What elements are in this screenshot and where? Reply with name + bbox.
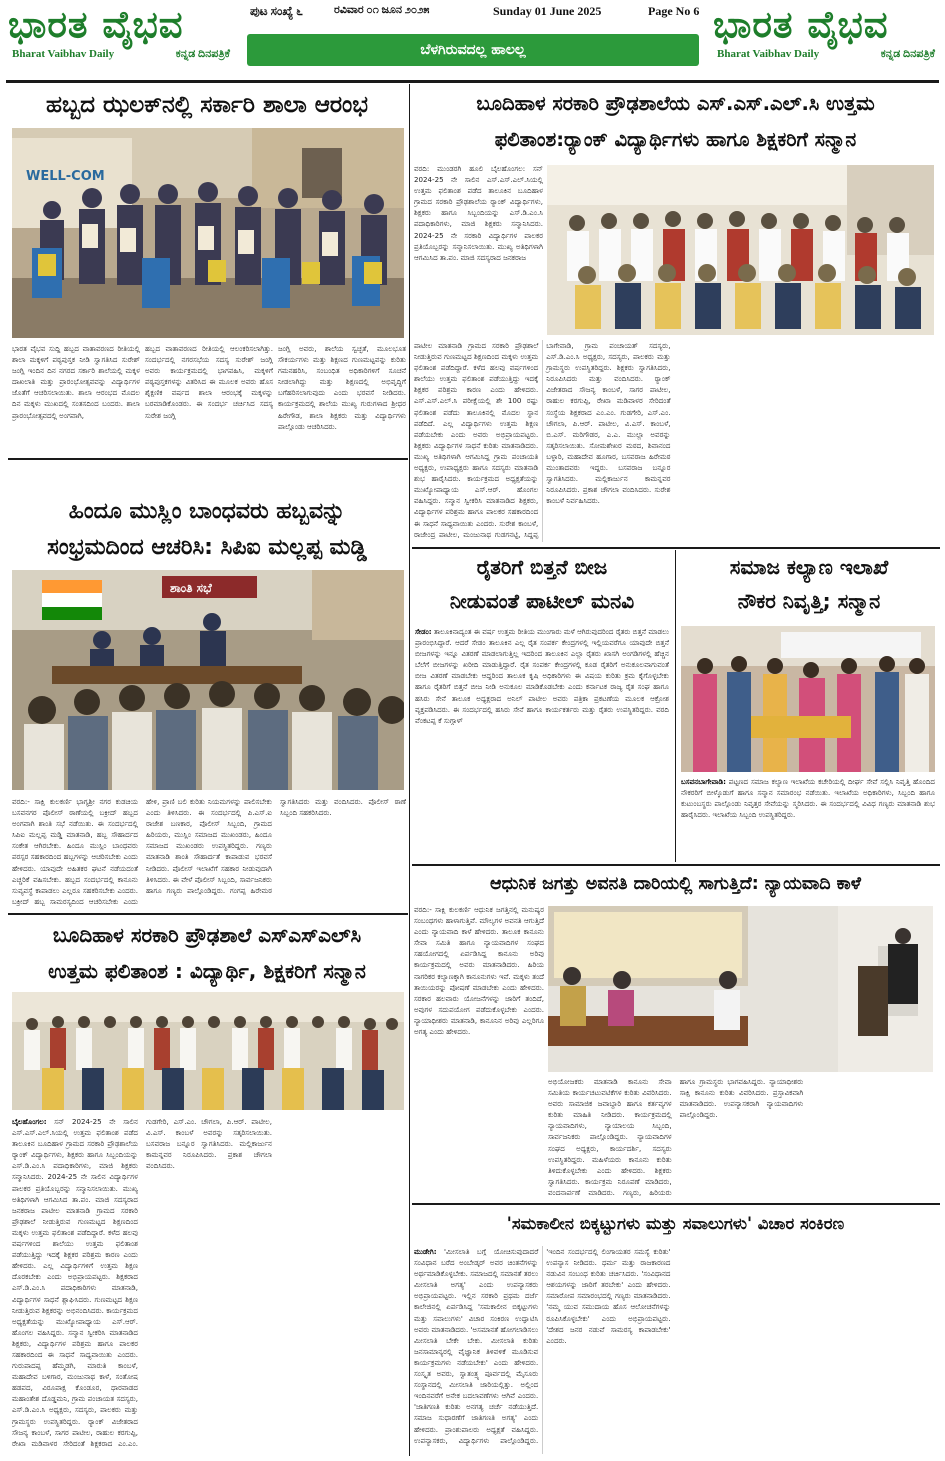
page-number-kn: ಪುಟ ಸಂಖ್ಯೆ ೬: [250, 4, 303, 18]
body-a1-col1: ಭಾರತ ವೈಭವ ಸುದ್ದಿ ಹಬ್ಬದ ವಾತಾವರಣದ ರೀತಿಯಲ್ಲಿ ಶಾಲಾ ಮಕ್ಕಳಿಗೆ ಪಠ್ಯಪುಸ್ತಕ ನೀಡಿ ಸ್ವಾಗತಿಸಿದ ಸುರೇಶ್ ಜಂಗ್ಲಿ ಇಂದಿನ ದಿನ ನಗರದ ಸರ್ಕಾರಿ ಶಾಲೆಯಲ್ಲಿ ಮಕ್ಕಳ ದಾಖಲಾತಿ ಮತ್ತು ಪ್ರಾರಂಭೋತ್ಸವವನ್ನು ವಿದ್ಯಾರ್ಥಿಗಳ ಜೊತೆಗೆ ಆಚರಿಸಲಾಯಿತು. ಶಾಲಾ ಆರಂಭದ ಮೊದಲ ದಿನ ಮಕ್ಕಳು ಮುಖದಲ್ಲಿ ಸಂತಸದಿಂದ ಬಂದರು. ಶಾಲಾ ಪ್ರಾರಂಭೋತ್ಸವದಲ್ಲಿ ಅಂಗವಾಗಿ,: [12, 344, 140, 420]
body-a7: [12, 1116, 406, 1454]
rule: [8, 458, 408, 460]
photo-budihal-2-image: [12, 992, 404, 1110]
headline-a5-line2: ನೌಕರ ನಿವೃತ್ತಿ; ಸನ್ಮಾನ: [737, 589, 881, 613]
masthead-sub-en: Bharat Vaibhav Daily: [12, 48, 115, 60]
photo-peace-meeting: [12, 570, 404, 790]
photo-budihal-image: [547, 165, 934, 335]
headline-a5-line1: ಸಮಾಜ ಕಲ್ಯಾಣ ಇಲಾಖೆ: [729, 555, 889, 579]
dateline-a7: ಬೈಲಹೊಂಗಲ:: [12, 1117, 47, 1126]
date-en: Sunday 01 June 2025: [493, 4, 602, 18]
dateline-a5: ಬಸವನಬಾಗೇವಾಡಿ:: [681, 777, 726, 786]
section-bar: ಬೆಳಗಿರುವದಲ್ಲ ಹಾಲಲ್ಲ: [247, 34, 699, 66]
photo-budihal-felicitation-2: [12, 992, 404, 1110]
headline-a7-line1: ಬೂದಿಹಾಳ ಸರಕಾರಿ ಪ್ರೌಢಶಾಲೆ ಎಸ್‌ಎಸ್‌ಎಲ್‌ಸಿ: [52, 923, 362, 947]
headline-a1: ಹಬ್ಬದ ಝಲಕ್‌ನಲ್ಲಿ ಸರ್ಕಾರಿ ಶಾಲಾ ಆರಂಭ: [46, 92, 368, 118]
masthead-title: ಭಾರತ ವೈಭವ: [8, 3, 184, 46]
masthead-sub-en-right: Bharat Vaibhav Daily: [717, 48, 820, 60]
body-a7-text: ಸನ್ 2024-25 ನೇ ಸಾಲಿನ ಎಸ್.ಎಸ್.ಎಲ್.ಸಿಯಲ್ಲಿ ಉತ್ತಮ ಫಲಿತಾಂಶ ಪಡೆದ ತಾಲೂಕಿನ ಬೂದಿಹಾಳ ಗ್ರಾಮದ ಸರಕಾರಿ ಪ್ರೌಢಶಾಲೆಯ ರ್‍ಯಾಂಕ್ ವಿದ್ಯಾರ್ಥಿಗಳು, ಶಿಕ್ಷಕರು ಹಾಗೂ ಸಿಬ್ಬಂದಿಯನ್ನು ಎಸ್.ಡಿ.ಎಂ.ಸಿ ಪದಾಧಿಕಾರಿಗಳು, ಮಾಜಿ ಶಿಕ್ಷಕರು ಸನ್ಮಾನಿಸಿದರು. 2024-25 ನೇ ಸಾಲಿನ ವಿದ್ಯಾರ್ಥಿಗಳ ಪಾಲಕರ ಪ್ರತಿಯೊಬ್ಬರನ್ನು ಸನ್ಮಾನಿಸಲಾಯಿತು. ಮುಖ್ಯ ಅತಿಥಿಗಳಾಗಿ ಆಗಮಿಸಿದ ತಾ.ಪಂ. ಮಾಜಿ ಸದಸ್ಯರಾದ ಜನಕರಾಜ ಪಾಟೀಲ ಮಾತನಾಡಿ ಗ್ರಾಮದ ಸರಕಾರಿ ಪ್ರೌಢಶಾಲೆ ನೀಡುತ್ತಿರುವ ಗುಣಮಟ್ಟದ ಶಿಕ್ಷಣದಿಂದ ಮಕ್ಕಳು ಉತ್ತಮ ಫಲಿತಾಂಶ ಪಡೆದಿದ್ದಾರೆ. ಕಳೆದ ಹಲವು ವರ್ಷಗಳಿಂದ ಶಾಲೆಯು ಉತ್ತಮ ಫಲಿತಾಂಶ ಪಡೆಯುತ್ತಿದ್ದು ಇದಕ್ಕೆ ಶಿಕ್ಷಕರ ಪರಿಶ್ರಮ ಕಾರಣ ಎಂದು ಹೇಳಿದರು. ಎಲ್ಲ ವಿದ್ಯಾರ್ಥಿಗಳಿಗೆ ಉತ್ತಮ ಶಿಕ್ಷಣ ದೊರಕಬೇಕು ಎಂದು ಅಭಿಪ್ರಾಯಪಟ್ಟರು. ಶಿಕ್ಷಕರಾದ ಎಸ್.ಡಿ.ಎಂ.ಸಿ ಪದಾಧಿಕಾರಿಗಳು ಮಾತನಾಡಿ, ವಿದ್ಯಾರ್ಥಿಗಳ ಸಾಧನೆ ಶ್ಲಾಘಿಸಿದರು. ಗುಣಮಟ್ಟದ ಶಿಕ್ಷಣ ನೀಡುತ್ತಿರುವ ಶಿಕ್ಷಕರನ್ನು ಅಭಿನಂದಿಸಿದರು. ಕಾರ್ಯಕ್ರಮದ ಅಧ್ಯಕ್ಷತೆಯನ್ನು ಮುಖ್ಯೋಪಾಧ್ಯಾಯ ಎಸ್.ಆರ್. ಹೊಂಗಲ ವಹಿಸಿದ್ದರು. ಸನ್ಮಾನ ಸ್ವೀಕರಿಸಿ ಮಾತನಾಡಿದ ಶಿಕ್ಷಕರು, ವಿದ್ಯಾರ್ಥಿಗಳ ಪರಿಶ್ರಮ ಹಾಗೂ ಪಾಲಕರ ಸಹಕಾರದಿಂದ ಈ ಸಾಧನೆ ಸಾಧ್ಯವಾಯಿತು ಎಂದರು. ಗುರುಪಾದಪ್ಪ ಹೆಮ್ಮಡಗಿ, ಮಾರುತಿ ಕಾಂಬಳೆ, ಮಹಾದೇವ ಬಳಿಗಾರ, ಮಂಜುನಾಥ ಕಾಳೆ, ಸಂತೋಷ ಹಡಪದ, ವಿರೂಪಾಕ್ಷ ಕೊಂಡೂರ, ಧಾರವಾಡದ ಮಹಾಂತೇಶ ದೊಡ್ಡಮನಿ, ಗ್ರಾಮ ಪಂಚಾಯತ ಸದಸ್ಯರು, ಎಸ್.ಡಿ.ಎಂ.ಸಿ ಅಧ್ಯಕ್ಷರು, ಸದಸ್ಯರು, ಪಾಲಕರು ಮತ್ತು ಗ್ರಾಮಸ್ಥರು ಉಪಸ್ಥಿತರಿದ್ದರು. ರ್‍ಯಾಂಕ್ ವಿಜೇತರಾದ ಸೌಜನ್ಯ ಕಾಂಬಳೆ, ಸಾಗರ ಪಾಟೀಲ, ರಾಹುಲ ಕರಗುಪ್ಪಿ, ರೇಖಾ ಮಡಿವಾಳರ ಸೇರಿದಂತೆ ಶಿಕ್ಷಕರಾದ ಎಂ.ಎಂ. ಗುಡಗೇರಿ, ಎಸ್.ಎಂ. ಚೌಗಲಾ, ಪಿ.ಆರ್. ಪಾಟೀಲ, ವಿ.ಎಸ್. ಕಾಂಬಳೆ ಅವರನ್ನು ಸತ್ಕರಿಸಲಾಯಿತು. ಬಸವರಾಜ ಬನ್ನೂರ ಸ್ವಾಗತಿಸಿದರು. ಮಲ್ಲಿಕಾರ್ಜುನ ಕಾಮನ್ನವರ ನಿರೂಪಿಸಿದರು. ಪ್ರಕಾಶ ಚೌಗಲಾ ವಂದಿಸಿದರು.: [12, 1117, 272, 1448]
photo-peace-meeting-image: [12, 570, 404, 790]
body-a6-right: ಅಭಿಯೋಜಕರು ಮಾತನಾಡಿ ಕಾನೂನು ಸೇವಾ ಸಮಿತಿಯ ಕಾರ್ಯಚಟುವಟಿಕೆಗಳ ಕುರಿತು ವಿವರಿಸಿದರು. ಅವರು ಸಾಮಾಜಿಕ ಜವಾಬ್ದಾರಿ ಹಾಗೂ ಕರ್ತವ್ಯಗಳ ಕುರಿತು ಮಾಹಿತಿ ನೀಡಿದರು. ಕಾರ್ಯಕ್ರಮದಲ್ಲಿ ನ್ಯಾಯವಾದಿಗಳು, ನ್ಯಾಯಾಲಯ ಸಿಬ್ಬಂದಿ, ಸಾರ್ವಜನಿಕರು ಪಾಲ್ಗೊಂಡಿದ್ದರು. ನ್ಯಾಯವಾದಿಗಳ ಸಂಘದ ಅಧ್ಯಕ್ಷರು, ಕಾರ್ಯದರ್ಶಿ, ಸದಸ್ಯರು ಉಪಸ್ಥಿತರಿದ್ದರು. ಮಹಿಳೆಯರು ಕಾನೂನು ಕುರಿತು ತಿಳಿದುಕೊಳ್ಳಬೇಕು ಎಂದು ಹೇಳಿದರು. ಶಿಕ್ಷಕರು ಸ್ವಾಗತಿಸಿದರು. ಕಾರ್ಯಕ್ರಮ ನಿರೂಪಣೆ ಮಾಡಿದರು, ವಂದನಾರ್ಪಣೆ ಮಾಡಿದರು. ಗಣ್ಯರು, ಹಿರಿಯರು ಹಾಗೂ ಗ್ರಾಮಸ್ಥರು ಭಾಗವಹಿಸಿದ್ದರು. ನ್ಯಾಯಾಧೀಶರು ಸಾಕ್ಷಿ ಕಾನೂನು ಕುರಿತು ವಿವರಿಸಿದರು. ಪ್ರಸ್ತಾವಿಕವಾಗಿ ಮಾತನಾಡಿದರು. ಉಪನ್ಯಾಸಕರಾಗಿ ನ್ಯಾಯವಾದಿಗಳು ಪಾಲ್ಗೊಂಡಿದ್ದರು.: [548, 1077, 804, 1197]
masthead-subtitle: [8, 48, 236, 61]
photo-budihal-school-felicitation: [547, 165, 934, 335]
headline-a8: 'ಸಮಕಾಲೀನ ಬಿಕ್ಕಟ್ಟುಗಳು ಮತ್ತು ಸವಾಲುಗಳು' ವಿಚಾರ ಸಂಕಿರಣ: [506, 1214, 845, 1233]
rule: [412, 1203, 940, 1205]
headline-a2-line2: ಫಲಿತಾಂಶ:ರ್‍ಯಾಂಕ್ ವಿದ್ಯಾರ್ಥಿಗಳು ಹಾಗೂ ಶಿಕ್ಷಕರಿಗೆ ಸನ್ಮಾನ: [494, 128, 857, 151]
body-a1-col2: ಹಬ್ಬದ ವಾತಾವರಣದ ರೀತಿಯಲ್ಲಿ ಆಲಂಕರಿಸಲಾಗಿತ್ತು. ಸಂದರ್ಭದಲ್ಲಿ ನಗರಸಭೆಯ ಸದಸ್ಯ ಸುರೇಶ್ ಜಂಗ್ಲಿ ಅವರು ಕಾರ್ಯಕ್ರಮದಲ್ಲಿ ಭಾಗವಹಿಸಿ, ಮಕ್ಕಳಿಗೆ ಪಠ್ಯಪುಸ್ತಕಗಳನ್ನು ವಿತರಿಸಿದ ಈ ಮೂಲಕ ಅವರು ಹೊಸ ಶೈಕ್ಷಣಿಕ ವರ್ಷದ ಶಾಲಾ ಆರಂಭಕ್ಕೆ ಮಕ್ಕಳನ್ನು ಬರಮಾಡಿಕೊಂಡರು. ಈ ಸಂದರ್ಭ ಚರ್ಚಿಸಿದ ಸದಸ್ಯ ಸುರೇಶ ಜಂಗ್ಲಿ: [145, 344, 273, 420]
body-a1-col3: ಜಂಗ್ಲಿ ಅವರು, ಶಾಲೆಯ ಸ್ವಚ್ಛತೆ, ಮೂಲಭೂತ ಸೌಕರ್ಯಗಳು ಮತ್ತು ಶಿಕ್ಷಣದ ಗುಣಮಟ್ಟವನ್ನು ಕುರಿತು ಗಮನಹರಿಸಿ, ಸಂಬಂಧಿತ ಅಧಿಕಾರಿಗಳಿಗೆ ಸೂಚನೆ ನೀಡಲಾಗಿದ್ದು ಮತ್ತು ಶಿಕ್ಷಣದಲ್ಲಿ ಅಭಿವೃದ್ಧಿಗೆ ಬಗೆಹರಿಸಲಾಗುವುದು ಎಂದು ಭರವಸೆ ನೀಡಿದರು. ಕಾರ್ಯಕ್ರಮದಲ್ಲಿ ಶಾಲೆಯ ಮುಖ್ಯ ಗುರುಗಳಾದ ಶ್ರೀಧರ ಹಿರೇಗೌಡ, ಶಾಲಾ ಶಿಕ್ಷಕರು ಮತ್ತು ವಿದ್ಯಾರ್ಥಿಗಳು ಪಾಲ್ಗೊಂಡು ಆಚರಿಸಿದರು.: [278, 344, 406, 431]
column-divider: [409, 84, 410, 1456]
body-a3: ವರದಿ:- ಸಾಕ್ಷಿ ಕುಲಕರ್ಣಿ ಭಾಗ್ಯಶ್ರೀ ನಗರ ಕುಡಚಿಯ ಬಸವನಗರ ಪೊಲೀಸ್ ಠಾಣೆಯಲ್ಲಿ ಬಕ್ರೀದ್ ಹಬ್ಬದ ಅಂಗವಾಗಿ ಶಾಂತಿ ಸಭೆ ನಡೆಯಿತು. ಈ ಸಂದರ್ಭದಲ್ಲಿ ಸಿಪಿಐ ಮಲ್ಲಪ್ಪ ಮಡ್ಡಿ ಮಾತನಾಡಿ, ಹಬ್ಬ ಸೌಹಾರ್ದದ ಸಂಕೇತ ಆಗಿರಬೇಕು. ಹಿಂದೂ ಮುಸ್ಲಿಂ ಬಾಂಧವರು ಪರಸ್ಪರ ಸಹಕಾರದಿಂದ ಹಬ್ಬಗಳನ್ನು ಆಚರಿಸಬೇಕು ಎಂದು ಹೇಳಿದರು. ಯಾವುದೇ ಅಹಿತಕರ ಘಟನೆ ನಡೆಯದಂತೆ ಎಚ್ಚರಿಕೆ ವಹಿಸಬೇಕು. ಹಬ್ಬದ ಸಂದರ್ಭದಲ್ಲಿ ಕಾನೂನು ಸುವ್ಯವಸ್ಥೆ ಕಾಪಾಡಲು ಎಲ್ಲರೂ ಸಹಕರಿಸಬೇಕು ಎಂದರು. ಬಕ್ರೀದ್ ಹಬ್ಬ ಸಾಮರಸ್ಯದಿಂದ ಆಚರಿಸಬೇಕು ಎಂದು ಹೇಳಿ, ಪ್ರಾಣಿ ಬಲಿ ಕುರಿತು ನಿಯಮಗಳನ್ನು ಪಾಲಿಸಬೇಕು ಎಂದು ತಿಳಿಸಿದರು. ಈ ಸಂದರ್ಭದಲ್ಲಿ ಪಿ.ಎಸ್.ಐ ರಾಜೇಶ ಬಣಕಾರ, ಪೊಲೀಸ್ ಸಿಬ್ಬಂದಿ, ಗ್ರಾಮದ ಹಿರಿಯರು, ಮುಸ್ಲಿಂ ಸಮಾಜದ ಮುಖಂಡರು, ಹಿಂದೂ ಸಮಾಜದ ಮುಖಂಡರು ಉಪಸ್ಥಿತರಿದ್ದರು. ಗಣ್ಯರು ಮಾತನಾಡಿ ಶಾಂತಿ ಸೌಹಾರ್ದತೆ ಕಾಪಾಡುವ ಭರವಸೆ ನೀಡಿದರು. ಪೊಲೀಸ್ ಇಲಾಖೆಗೆ ಸಹಕಾರ ನೀಡುವುದಾಗಿ ತಿಳಿಸಿದರು. ಈ ವೇಳೆ ಪೊಲೀಸ್ ಸಿಬ್ಬಂದಿ, ಸಾರ್ವಜನಿಕರು ಹಾಗೂ ಗಣ್ಯರು ಪಾಲ್ಗೊಂಡಿದ್ದರು. ಗಂಗಪ್ಪ ಹಿರೇಮಠ ಸ್ವಾಗತಿಸಿದರು ಮತ್ತು ವಂದಿಸಿದರು. ಪೊಲೀಸ್ ಠಾಣೆ ಸಿಬ್ಬಂದಿ ಸಹಕರಿಸಿದರು.: [12, 797, 406, 906]
body-a8: [414, 1246, 935, 1454]
rule: [412, 547, 940, 549]
photo-legal-awareness-event: [548, 906, 933, 1072]
body-a4-text: ತಾಲೂಕಿನಾದ್ಯಂತ ಈ ವರ್ಷ ಉತ್ತಮ ರೀತಿಯ ಮುಂಗಾರು ಮಳೆ ಆಗಿರುವುದರಿಂದ ರೈತರು ಬಿತ್ತನೆ ಮಾಡಲು ಪ್ರಾರಂಭಿಸಿದ್ದಾರೆ. ಆದರೆ ಸೇಡಂ ತಾಲೂಕಿನ ಎಲ್ಲ ರೈತ ಸಂಪರ್ಕ ಕೇಂದ್ರಗಳಲ್ಲಿ ಇಲ್ಲಿಯವರೆಗೂ ಯಾವುದೇ ಬಿತ್ತನೆ ಬೀಜಗಳನ್ನು ಇನ್ನೂ ವಿತರಣೆ ಮಾಡಲಾಗುತ್ತಿಲ್ಲ ಇದರಿಂದ ತಾಲೂಕಿನ ಎಲ್ಲಾ ರೈತರು ಖಾಸಗಿ ಅಂಗಡಿಗಳಲ್ಲಿ ಹೆಚ್ಚಿನ ಬೆಲೆಗೆ ಬೀಜಗಳನ್ನು ಖರೀದಿ ಮಾಡುತ್ತಿದ್ದಾರೆ. ರೈತ ಸಂಪರ್ಕ ಕೇಂದ್ರಗಳಲ್ಲಿ ಕೂಡ ರೈತರಿಗೆ ಅನುಕೂಲವಾಗುವಂತೆ ಬೀಜ ವಿತರಣೆ ಮಾಡಬೇಕು ಆದ್ದರಿಂದ ತಾಲೂಕ ಕೃಷಿ ಅಧಿಕಾರಿಗಳು ಈ ವಿಷಯ ಕುರಿತು ಕ್ರಮ ಕೈಗೊಳ್ಳಬೇಕು ಹಾಗೂ ರೈತರಿಗೆ ಬಿತ್ತನೆ ಬೀಜ ನೀಡಿ ಅನುಕೂಲ ಮಾಡಿಕೊಡಬೇಕು ಎಂದು ಕರ್ನಾಟಕ ರಾಜ್ಯ ರೈತ ಸಂಘ ಹಾಗೂ ಹಸಿರು ಸೇನೆ ತಾಲೂಕ ಅಧ್ಯಕ್ಷರಾದ ಅನಿಲ್ ಪಾಟೀಲ ಅವರು ಪತ್ರಿಕಾ ಪ್ರಕಟಣೆಯ ಮೂಲಕ ಆಕ್ರೋಶ ವ್ಯಕ್ತಪಡಿಸಿದರು. ಈ ಸಂದರ್ಭದಲ್ಲಿ ಹಸಿರು ಸೇನೆ ಹಾಗೂ ಕಾರ್ಯಕರ್ತರು ಮತ್ತು ರೈತರು ಉಪಸ್ಥಿತರಿದ್ದರು. ವರದಿ ವೆಂಕಟಪ್ಪ ಕೆ ಸುಗ್ಗಾಳ್: [415, 627, 669, 725]
headline-a2-line1: ಬೂದಿಹಾಳ ಸರಕಾರಿ ಪ್ರೌಢಶಾಲೆಯ ಎಸ್.ಎಸ್.ಎಲ್.ಸಿ ಉತ್ತಮ: [476, 92, 875, 115]
body-a8-text: 'ಮೀಸಲಾತಿ ಬಗ್ಗೆ ಯೋಚಿಸುವುದಾದರೆ ಸಂವಿಧಾನ ಬರೆದ ಅಂಬೇಡ್ಕರ್ ಅವರ ಚಿಂತನೆಗಳನ್ನು ಅರ್ಥಮಾಡಿಕೊಳ್ಳಬೇಕು. ಸಮಾಜದಲ್ಲಿ ಸಮಾನತೆ ತರಲು ಮೀಸಲಾತಿ ಅಗತ್ಯ' ಎಂದು ಉಪನ್ಯಾಸಕರು ಅಭಿಪ್ರಾಯಪಟ್ಟರು. ಇಲ್ಲಿನ ಸರಕಾರಿ ಪ್ರಥಮ ದರ್ಜೆ ಕಾಲೇಜಿನಲ್ಲಿ ಏರ್ಪಡಿಸಿದ್ದ 'ಸಮಕಾಲೀನ ಬಿಕ್ಕಟ್ಟುಗಳು ಮತ್ತು ಸವಾಲುಗಳು' ವಿಚಾರ ಸಂಕಿರಣ ಉದ್ಘಾಟಿಸಿ ಅವರು ಮಾತನಾಡಿದರು. 'ಅಸಮಾನತೆ ಹೋಗಲಾಡಿಸಲು ಮೀಸಲಾತಿ ಬೇಕೇ ಬೇಕು. ಮೀಸಲಾತಿ ಕುರಿತು ಜನಸಾಮಾನ್ಯರಲ್ಲಿ ವೈಜ್ಞಾನಿಕ ತಿಳಿವಳಿಕೆ ಮೂಡಿಸುವ ಕಾರ್ಯಕ್ರಮಗಳು ನಡೆಯಬೇಕು' ಎಂದು ಹೇಳಿದರು. ಸಂಸ್ಕೃತ ಅವರು, ಸ್ವಾತಂತ್ರ್ಯ ಪೂರ್ವದಲ್ಲಿ ಮೈಸೂರು ಸಂಸ್ಥಾನದಲ್ಲಿ ಮೀಸಲಾತಿ ಜಾರಿಯಲ್ಲಿತ್ತು. ಅಲ್ಲಿಂದ ಇಂದಿನವರೆಗೆ ಅನೇಕ ಬದಲಾವಣೆಗಳು ಆಗಿವೆ ಎಂದರು. 'ಜಾತಿಗಣತಿ ಕುರಿತು ಅನಗತ್ಯ ಚರ್ಚೆ ನಡೆಯುತ್ತಿದೆ. ಸಮಾಜ ಸುಧಾರಣೆಗೆ ಜಾತಿಗಣತಿ ಅಗತ್ಯ' ಎಂದು ಹೇಳಿದರು. ಪ್ರಾಂಶುಪಾಲರು ಅಧ್ಯಕ್ಷತೆ ವಹಿಸಿದ್ದರು. ಉಪನ್ಯಾಸಕರು, ವಿದ್ಯಾರ್ಥಿಗಳು ಪಾಲ್ಗೊಂಡಿದ್ದರು. 'ಇಂದಿನ ಸಂದರ್ಭದಲ್ಲಿ ಲಿಂಗಾಯತರ ಸಮಸ್ಯೆ ಕುರಿತು' ಉಪನ್ಯಾಸ ನೀಡಿದರು. ಧರ್ಮ ಮತ್ತು ರಾಜಕಾರಣದ ನಡುವಿನ ಸಂಬಂಧ ಕುರಿತು ಚರ್ಚಿಸಿದರು. 'ಸಂವಿಧಾನದ ಆಶಯಗಳನ್ನು ಜಾರಿಗೆ ತರಬೇಕು' ಎಂದು ಹೇಳಿದರು. ಸಮಾರೋಪ ಸಮಾರಂಭದಲ್ಲಿ ಗಣ್ಯರು ಮಾತನಾಡಿದರು. 'ನಮ್ಮ ಯುವ ಸಮುದಾಯ ಹೊಸ ಆಲೋಚನೆಗಳನ್ನು ರೂಪಿಸಿಕೊಳ್ಳಬೇಕು' ಎಂದು ಅಭಿಪ್ರಾಯಪಟ್ಟರು. 'ದೇಶದ ಜನರ ನಡುವೆ ಸಾಮರಸ್ಯ ಕಾಪಾಡಬೇಕು' ಎಂದರು.: [414, 1247, 671, 1445]
rule: [8, 913, 408, 915]
photo-school-opening-image: [12, 128, 404, 338]
dateline-a8: ಮುಡೇಗಿ:: [414, 1247, 437, 1256]
photo-retirement-felicitation: [681, 626, 935, 772]
masthead-title-right: ಭಾರತ ವೈಭವ: [713, 3, 889, 46]
masthead-left: [8, 2, 236, 76]
photo-retirement-image: [681, 626, 935, 772]
masthead-sub-kn: ಕನ್ನಡ ದಿನಪತ್ರಿಕೆ: [175, 48, 230, 60]
welcome-sign-text: WELL-COM: [26, 169, 105, 184]
peace-meeting-sign: ಶಾಂತಿ ಸಭೆ: [170, 581, 212, 595]
page-number-en: Page No 6: [648, 4, 700, 18]
headline-a6: ಆಧುನಿಕ ಜಗತ್ತು ಅವನತಿ ದಾರಿಯಲ್ಲಿ ಸಾಗುತ್ತಿದೆ: ನ್ಯಾಯವಾದಿ ಕಾಳೆ: [490, 874, 861, 894]
body-a6-left: ವರದಿ:- ಸಾಕ್ಷಿ ಕುಲಕರ್ಣಿ ಆಧುನಿಕ ಜಗತ್ತಿನಲ್ಲಿ ಮನುಷ್ಯರ ಸಂಬಂಧಗಳು ಹಾಳಾಗುತ್ತಿವೆ. ಮೌಲ್ಯಗಳ ಅವನತಿ ಆಗುತ್ತಿದೆ ಎಂದು ನ್ಯಾಯವಾದಿ ಕಾಳೆ ಹೇಳಿದರು. ತಾಲೂಕ ಕಾನೂನು ಸೇವಾ ಸಮಿತಿ ಹಾಗೂ ನ್ಯಾಯವಾದಿಗಳ ಸಂಘದ ಸಹಯೋಗದಲ್ಲಿ ಏರ್ಪಡಿಸಿದ್ದ ಕಾನೂನು ಅರಿವು ಕಾರ್ಯಕ್ರಮದಲ್ಲಿ ಅವರು ಮಾತನಾಡಿದರು. ಹಿರಿಯ ನಾಗರಿಕರ ಕಲ್ಯಾಣಕ್ಕಾಗಿ ಕಾನೂನುಗಳು ಇವೆ. ಮಕ್ಕಳು ತಂದೆ ತಾಯಿಯರನ್ನು ಪೋಷಣೆ ಮಾಡಬೇಕು ಎಂದು ಹೇಳಿದರು. ಸರಕಾರ ಹಲವಾರು ಯೋಜನೆಗಳನ್ನು ಜಾರಿಗೆ ತಂದಿದೆ, ಅವುಗಳ ಸದುಪಯೋಗ ಪಡೆದುಕೊಳ್ಳಬೇಕು ಎಂದರು. ನ್ಯಾಯಾಧೀಶರು ಮಾತನಾಡಿ, ಕಾನೂನಿನ ಅರಿವು ಎಲ್ಲರಿಗೂ ಅಗತ್ಯ ಎಂದು ಹೇಳಿದರು.: [414, 905, 544, 1037]
dateline-a4: ಸೇಡಂ:: [415, 627, 432, 636]
headline-a7-line2: ಉತ್ತಮ ಫಲಿತಾಂಶ : ವಿದ್ಯಾರ್ಥಿ, ಶಿಕ್ಷಕರಿಗೆ ಸನ್ಮಾನ: [48, 959, 366, 983]
headline-a3-line2: ಸಂಭ್ರಮದಿಂದ ಆಚರಿಸಿ: ಸಿಪಿಐ ಮಲ್ಲಪ್ಪ ಮಡ್ಡಿ: [47, 535, 367, 560]
masthead-subtitle-right: [713, 48, 941, 61]
body-a2-intro: ವರದಿ: ಮುಂಡರಗಿ ಹೂಲಿ ಬೈಲಹೊಂಗಲ: ಸನ್ 2024-25 ನೇ ಸಾಲಿನ ಎಸ್.ಎಸ್.ಎಲ್.ಸಿಯಲ್ಲಿ ಉತ್ತಮ ಫಲಿತಾಂಶ ಪಡೆದ ತಾಲೂಕಿನ ಬೂದಿಹಾಳ ಗ್ರಾಮದ ಸರಕಾರಿ ಪ್ರೌಢಶಾಲೆಯ ರ್‍ಯಾಂಕ್ ವಿದ್ಯಾರ್ಥಿಗಳು, ಶಿಕ್ಷಕರು ಹಾಗೂ ಸಿಬ್ಬಂದಿಯನ್ನು ಎಸ್.ಡಿ.ಎಂ.ಸಿ ಪದಾಧಿಕಾರಿಗಳು, ಮಾಜಿ ಶಿಕ್ಷಕರು ಸನ್ಮಾನಿಸಿದರು. 2024-25 ನೇ ಸರಕಾರಿ ವಿದ್ಯಾರ್ಥಿಗಳ ಪಾಲಕರ ಪ್ರತಿಯೊಬ್ಬರನ್ನು ಸನ್ಮಾನಿಸಲಾಯಿತು. ಮುಖ್ಯ ಅತಿಥಿಗಳಾಗಿ ಆಗಮಿಸಿದ ತಾ.ಪಂ. ಮಾಜಿ ಸದಸ್ಯರಾದ ಜನಕರಾಜ: [414, 164, 543, 262]
headline-a4-line2: ನೀಡುವಂತೆ ಪಾಟೀಲ್ ಮನವಿ: [449, 589, 635, 613]
masthead-rule: [6, 80, 939, 83]
headline-a3-line1: ಹಿಂದೂ ಮುಸ್ಲಿಂ ಬಾಂಧವರು ಹಬ್ಬವನ್ನು: [68, 499, 346, 524]
photo-legal-awareness-image: [548, 906, 933, 1072]
body-a5-text: ಪಟ್ಟಣದ ಸಮಾಜ ಕಲ್ಯಾಣ ಇಲಾಖೆಯ ಕಚೇರಿಯಲ್ಲಿ ದೀರ್ಘ ಸೇವೆ ಸಲ್ಲಿಸಿ ನಿವೃತ್ತಿ ಹೊಂದಿದ ನೌಕರರಿಗೆ ಬೀಳ್ಕೊಡುಗೆ ಹಾಗೂ ಸನ್ಮಾನ ಸಮಾರಂಭ ನಡೆಯಿತು. ಇಲಾಖೆಯ ಅಧಿಕಾರಿಗಳು, ಸಿಬ್ಬಂದಿ ಹಾಗೂ ಕುಟುಂಬಸ್ಥರು ಪಾಲ್ಗೊಂಡು ನಿವೃತ್ತರ ಸೇವೆಯನ್ನು ಸ್ಮರಿಸಿದರು. ಈ ಸಂದರ್ಭದಲ್ಲಿ ವಿವಿಧ ಗಣ್ಯರು ಮಾತನಾಡಿ ಶುಭ ಹಾರೈಸಿದರು. ಇಲಾಖೆಯ ಸಿಬ್ಬಂದಿ ಉಪಸ್ಥಿತರಿದ್ದರು.: [681, 777, 935, 820]
photo-school-opening: [12, 128, 404, 338]
body-a5: [681, 776, 935, 860]
masthead-right: [713, 2, 941, 76]
body-a2-main: ಪಾಟೀಲ ಮಾತನಾಡಿ ಗ್ರಾಮದ ಸರಕಾರಿ ಪ್ರೌಢಶಾಲೆ ನೀಡುತ್ತಿರುವ ಗುಣಮಟ್ಟದ ಶಿಕ್ಷಣದಿಂದ ಮಕ್ಕಳು ಉತ್ತಮ ಫಲಿತಾಂಶ ಪಡೆದಿದ್ದಾರೆ. ಕಳೆದ ಹಲವು ವರ್ಷಗಳಿಂದ ಶಾಲೆಯು ಉತ್ತಮ ಫಲಿತಾಂಶ ಪಡೆಯುತ್ತಿದ್ದು ಇದಕ್ಕೆ ಶಿಕ್ಷಕರ ಪರಿಶ್ರಮ ಕಾರಣ ಎಂದು ಹೇಳಿದರು. ಎಸ್.ಎಸ್.ಎಲ್.ಸಿ ಪರೀಕ್ಷೆಯಲ್ಲಿ ಶೇ 100 ರಷ್ಟು ಫಲಿತಾಂಶ ಪಡೆದು ತಾಲೂಕಿನಲ್ಲಿ ಮೊದಲ ಸ್ಥಾನ ಪಡೆದಿದೆ. ಎಲ್ಲ ವಿದ್ಯಾರ್ಥಿಗಳು ಉತ್ತಮ ಶಿಕ್ಷಣ ಪಡೆಯಬೇಕು ಎಂದು ಅವರು ಅಭಿಪ್ರಾಯಪಟ್ಟರು. ಶಿಕ್ಷಕರು ವಿದ್ಯಾರ್ಥಿಗಳ ಸಾಧನೆ ಕುರಿತು ಮಾತನಾಡಿದರು. ಮುಖ್ಯ ಅತಿಥಿಗಳಾಗಿ ಆಗಮಿಸಿದ್ದ ಗ್ರಾಮ ಪಂಚಾಯತಿ ಅಧ್ಯಕ್ಷರು, ಉಪಾಧ್ಯಕ್ಷರು ಹಾಗೂ ಸದಸ್ಯರು ಮಾತನಾಡಿ ಶುಭ ಹಾರೈಸಿದರು. ಕಾರ್ಯಕ್ರಮದ ಅಧ್ಯಕ್ಷತೆಯನ್ನು ಮುಖ್ಯೋಪಾಧ್ಯಾಯ ಎಸ್.ಆರ್. ಹೊಂಗಲ ವಹಿಸಿದ್ದರು. ಸನ್ಮಾನ ಸ್ವೀಕರಿಸಿ ಮಾತನಾಡಿದ ಶಿಕ್ಷಕರು, ವಿದ್ಯಾರ್ಥಿಗಳ ಪರಿಶ್ರಮ ಹಾಗೂ ಪಾಲಕರ ಸಹಕಾರದಿಂದ ಈ ಸಾಧನೆ ಸಾಧ್ಯವಾಯಿತು ಎಂದರು. ಸುರೇಶ ಕಾಂಬಳೆ, ರಾಜೇಂದ್ರ ಪಾಟೀಲ, ಮಂಜುನಾಥ ಗುಡಗನಟ್ಟಿ, ಸಿದ್ದಪ್ಪ ಬಾಗೇವಾಡಿ, ಗ್ರಾಮ ಪಂಚಾಯತ್ ಸದಸ್ಯರು, ಎಸ್.ಡಿ.ಎಂ.ಸಿ ಅಧ್ಯಕ್ಷರು, ಸದಸ್ಯರು, ಪಾಲಕರು ಮತ್ತು ಗ್ರಾಮಸ್ಥರು ಉಪಸ್ಥಿತರಿದ್ದರು. ಶಿಕ್ಷಕರು ಸ್ವಾಗತಿಸಿದರು, ನಿರೂಪಿಸಿದರು ಮತ್ತು ವಂದಿಸಿದರು. ರ್‍ಯಾಂಕ್ ವಿಜೇತರಾದ ಸೌಜನ್ಯ ಕಾಂಬಳೆ, ಸಾಗರ ಪಾಟೀಲ, ರಾಹುಲ ಕರಗುಪ್ಪಿ, ರೇಖಾ ಮಡಿವಾಳರ ಸೇರಿದಂತೆ ಸಂಸ್ಥೆಯ ಶಿಕ್ಷಕರಾದ ಎಂ.ಎಂ. ಗುಡಗೇರಿ, ಎಸ್.ಎಂ. ಚೌಗಲಾ, ಪಿ.ಆರ್. ಪಾಟೀಲ, ವಿ.ಎಸ್. ಕಾಂಬಳೆ, ಬಿ.ಎಸ್. ಮರಿಗೌಡರ, ಎ.ಎ. ಮುಲ್ಲಾ ಅವರನ್ನು ಸತ್ಕರಿಸಲಾಯಿತು. ಸೋಮಶೇಖರ ಮಠದ, ಶಿವಾನಂದ ಬಳ್ಳಾರಿ, ಮಹಾದೇವ ಹೂಗಾರ, ಬಸವರಾಜ ಹಿರೇಮಠ ಮುಂತಾದವರು ಇದ್ದರು. ಬಸವರಾಜ ಬನ್ನೂರ ಸ್ವಾಗತಿಸಿದರು. ಮಲ್ಲಿಕಾರ್ಜುನ ಕಾಮನ್ನವರ ನಿರೂಪಿಸಿದರು. ಪ್ರಕಾಶ ಚೌಗಲಾ ವಂದಿಸಿದರು. ಸುರೇಶ ಕಾಂಬಳೆ ನಿರ್ವಹಿಸಿದರು.: [414, 341, 671, 539]
headline-a4-line1: ರೈತರಿಗೆ ಬಿತ್ತನೆ ಬೀಜ: [476, 555, 608, 579]
column-divider: [675, 550, 676, 862]
masthead-sub-kn-right: ಕನ್ನಡ ದಿನಪತ್ರಿಕೆ: [880, 48, 935, 60]
date-kn: ರವಿವಾರ ೦೧ ಜೂನ ೨೦೨೫: [334, 4, 430, 16]
body-a4: [415, 626, 669, 860]
